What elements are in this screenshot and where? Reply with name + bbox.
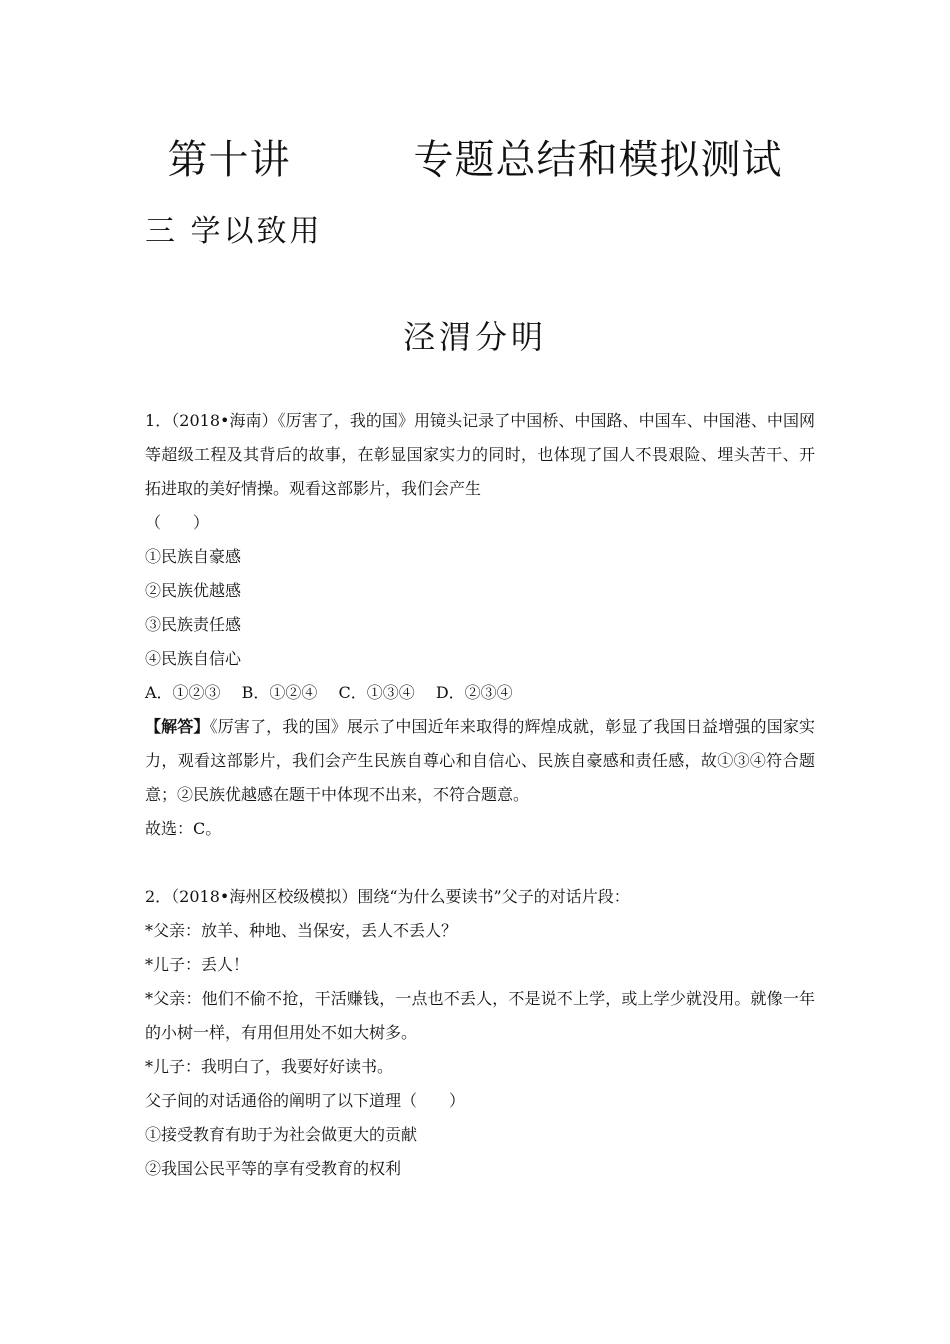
document-body	[145, 404, 815, 1186]
question-1-stem: 1．（2018•海南）《厉害了，我的国》用镜头记录了中国桥、中国路、中国车、中国港、中国网等超级工程及其背后的故事，在彰显国家实力的同时，也体现了国人不畏艰险、埋头苦干、开拓进取的美好情操。观看这部影片，我们会产生	[145, 411, 815, 498]
question-1-item-4: ④民族自信心	[145, 649, 242, 668]
question-1-answer	[145, 710, 815, 812]
section-heading: 三 学以致用	[145, 214, 323, 249]
question-1-item-2: ②民族优越感	[145, 581, 242, 600]
question-1	[145, 404, 815, 846]
question-2-item-1: ①接受教育有助于为社会做更大的贡献	[145, 1125, 418, 1144]
dialog-line-3: *父亲：他们不偷不抢，干活赚钱，一点也不丢人，不是说不上学，或上学少就没用。就像一年的小树一样，有用但用处不如大树多。	[145, 989, 815, 1042]
question-1-blank: （ ）	[145, 513, 210, 532]
question-2	[145, 880, 815, 1186]
answer-text: 《厉害了，我的国》展示了中国近年来取得的辉煌成就，彰显了我国日益增强的国家实力，观看这部影片，我们会产生民族自尊心和自信心、民族自豪感和责任感，故①③④符合题意；②民族优越感在题干中体现不出来，不符合题意。	[145, 717, 815, 804]
question-2-item-2: ②我国公民平等的享有受教育的权利	[145, 1159, 402, 1178]
question-1-selection: 故选：C。	[145, 819, 222, 838]
question-1-item-1: ①民族自豪感	[145, 547, 242, 566]
lecture-title: 第十讲 专题总结和模拟测试	[167, 137, 783, 183]
question-1-choices: A．①②③ B．①②④ C．①③④ D．②③④	[145, 683, 513, 702]
question-1-item-3: ③民族责任感	[145, 615, 242, 634]
dialog-line-1: *父亲：放羊、种地、当保安，丢人不丢人？	[145, 921, 458, 940]
dialog-line-4: *儿子：我明白了，我要好好读书。	[145, 1057, 394, 1076]
topic-subtitle: 泾渭分明	[402, 318, 547, 356]
question-2-prompt: 父子间的对话通俗的阐明了以下道理（ ）	[145, 1091, 466, 1110]
question-2-stem: 2．（2018•海州区校级模拟）围绕“为什么要读书”父子的对话片段：	[145, 887, 630, 906]
answer-label: 【解答】	[145, 717, 210, 736]
question-gap	[145, 846, 815, 880]
dialog-line-2: *儿子：丢人！	[145, 955, 250, 974]
